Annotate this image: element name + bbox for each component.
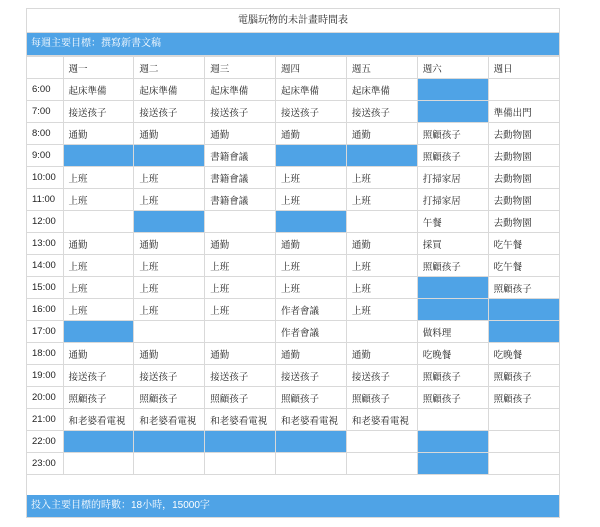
schedule-cell: 起床準備 xyxy=(63,79,134,101)
schedule-cell xyxy=(417,409,488,431)
schedule-cell xyxy=(134,321,205,343)
schedule-cell: 上班 xyxy=(276,277,347,299)
schedule-cell: 照顧孩子 xyxy=(488,277,559,299)
schedule-row xyxy=(27,167,559,189)
time-label: 15:00 xyxy=(27,277,63,299)
schedule-cell: 上班 xyxy=(134,167,205,189)
goal-time-slot xyxy=(417,277,488,299)
schedule-cell: 準備出門 xyxy=(488,101,559,123)
schedule-cell: 和老婆看電視 xyxy=(346,409,417,431)
schedule-cell: 通勤 xyxy=(276,233,347,255)
schedule-cell: 採買 xyxy=(417,233,488,255)
schedule-row xyxy=(27,277,559,299)
schedule-cell: 接送孩子 xyxy=(276,101,347,123)
schedule-cell: 通勤 xyxy=(134,343,205,365)
schedule-cell: 通勤 xyxy=(205,233,276,255)
time-label: 21:00 xyxy=(27,409,63,431)
schedule-cell: 上班 xyxy=(346,255,417,277)
schedule-row xyxy=(27,123,559,145)
schedule-cell xyxy=(134,453,205,475)
time-label: 13:00 xyxy=(27,233,63,255)
schedule-cell: 上班 xyxy=(134,189,205,211)
schedule-cell xyxy=(63,211,134,233)
schedule-cell xyxy=(488,453,559,475)
schedule-cell: 照顧孩子 xyxy=(417,255,488,277)
schedule-cell: 接送孩子 xyxy=(63,101,134,123)
schedule-cell: 午餐 xyxy=(417,211,488,233)
day-header: 週六 xyxy=(417,57,488,79)
time-label: 11:00 xyxy=(27,189,63,211)
goal-time-slot xyxy=(417,299,488,321)
schedule-row xyxy=(27,299,559,321)
schedule-cell: 照顧孩子 xyxy=(63,387,134,409)
schedule-cell: 照顧孩子 xyxy=(417,145,488,167)
schedule-cell: 接送孩子 xyxy=(346,365,417,387)
schedule-cell: 打掃家居 xyxy=(417,189,488,211)
day-header: 週三 xyxy=(205,57,276,79)
schedule-cell: 上班 xyxy=(134,277,205,299)
schedule-cell: 通勤 xyxy=(63,233,134,255)
schedule-cell: 通勤 xyxy=(346,123,417,145)
corner-cell xyxy=(27,57,63,79)
schedule-row xyxy=(27,453,559,475)
schedule-cell: 上班 xyxy=(346,299,417,321)
schedule-cell: 起床準備 xyxy=(134,79,205,101)
goal-time-slot xyxy=(63,431,134,453)
schedule-cell: 上班 xyxy=(63,299,134,321)
schedule-cell xyxy=(63,453,134,475)
goal-time-slot xyxy=(276,145,347,167)
schedule-cell: 和老婆看電視 xyxy=(63,409,134,431)
schedule-cell: 通勤 xyxy=(346,233,417,255)
schedule-cell: 上班 xyxy=(276,167,347,189)
schedule-row xyxy=(27,255,559,277)
schedule-cell: 接送孩子 xyxy=(276,365,347,387)
schedule-cell: 照顧孩子 xyxy=(488,387,559,409)
time-label: 16:00 xyxy=(27,299,63,321)
time-label: 8:00 xyxy=(27,123,63,145)
schedule-cell: 作者會議 xyxy=(276,321,347,343)
schedule-cell: 上班 xyxy=(346,189,417,211)
day-header-row xyxy=(27,57,559,79)
schedule-cell: 吃午餐 xyxy=(488,233,559,255)
schedule-cell: 做料理 xyxy=(417,321,488,343)
schedule-cell: 通勤 xyxy=(276,123,347,145)
schedule-cell: 和老婆看電視 xyxy=(276,409,347,431)
schedule-row xyxy=(27,233,559,255)
schedule-cell: 通勤 xyxy=(205,123,276,145)
schedule-cell: 上班 xyxy=(346,167,417,189)
time-label: 18:00 xyxy=(27,343,63,365)
schedule-cell: 起床準備 xyxy=(276,79,347,101)
schedule-cell xyxy=(346,431,417,453)
schedule-cell xyxy=(205,453,276,475)
schedule-row xyxy=(27,321,559,343)
schedule-row xyxy=(27,101,559,123)
schedule-cell: 照顧孩子 xyxy=(134,387,205,409)
schedule-cell: 上班 xyxy=(276,255,347,277)
schedule-cell: 上班 xyxy=(346,277,417,299)
schedule-cell xyxy=(488,431,559,453)
schedule-cell: 吃午餐 xyxy=(488,255,559,277)
schedule-title: 電腦玩物的未計畫時間表 xyxy=(27,9,559,33)
schedule-cell: 上班 xyxy=(134,299,205,321)
schedule-frame xyxy=(26,8,560,518)
day-header: 週四 xyxy=(276,57,347,79)
goal-time-slot xyxy=(488,299,559,321)
schedule-cell: 照顧孩子 xyxy=(346,387,417,409)
schedule-cell: 去動物園 xyxy=(488,145,559,167)
goal-hours-summary: 投入主要目標的時數：18小時，15000字 xyxy=(27,495,559,517)
schedule-cell: 去動物園 xyxy=(488,189,559,211)
schedule-cell xyxy=(346,321,417,343)
time-label: 23:00 xyxy=(27,453,63,475)
schedule-cell: 接送孩子 xyxy=(346,101,417,123)
schedule-cell xyxy=(346,211,417,233)
schedule-row xyxy=(27,145,559,167)
time-label: 22:00 xyxy=(27,431,63,453)
schedule-cell: 作者會議 xyxy=(276,299,347,321)
time-label: 17:00 xyxy=(27,321,63,343)
schedule-cell: 書籍會議 xyxy=(205,145,276,167)
goal-time-slot xyxy=(346,145,417,167)
schedule-row xyxy=(27,409,559,431)
goal-time-slot xyxy=(417,431,488,453)
goal-time-slot xyxy=(488,321,559,343)
schedule-cell xyxy=(346,453,417,475)
day-header: 週二 xyxy=(134,57,205,79)
schedule-cell xyxy=(205,211,276,233)
goal-time-slot xyxy=(134,145,205,167)
goal-time-slot xyxy=(417,453,488,475)
schedule-cell: 起床準備 xyxy=(346,79,417,101)
time-label: 12:00 xyxy=(27,211,63,233)
time-label: 14:00 xyxy=(27,255,63,277)
schedule-cell: 照顧孩子 xyxy=(488,365,559,387)
goal-time-slot xyxy=(63,321,134,343)
schedule-cell: 上班 xyxy=(134,255,205,277)
schedule-cell: 照顧孩子 xyxy=(417,365,488,387)
schedule-cell: 打掃家居 xyxy=(417,167,488,189)
schedule-cell: 照顧孩子 xyxy=(276,387,347,409)
schedule-cell: 照顧孩子 xyxy=(417,387,488,409)
schedule-cell: 書籍會議 xyxy=(205,167,276,189)
weekly-goal-banner: 每週主要目標：撰寫新書文稿 xyxy=(27,33,559,56)
time-label: 9:00 xyxy=(27,145,63,167)
schedule-row xyxy=(27,387,559,409)
schedule-row xyxy=(27,189,559,211)
day-header: 週一 xyxy=(63,57,134,79)
schedule-cell: 上班 xyxy=(63,255,134,277)
schedule-body xyxy=(27,79,559,475)
schedule-cell: 照顧孩子 xyxy=(417,123,488,145)
schedule-cell: 去動物園 xyxy=(488,167,559,189)
schedule-cell: 上班 xyxy=(63,277,134,299)
goal-time-slot xyxy=(63,145,134,167)
schedule-cell: 接送孩子 xyxy=(63,365,134,387)
schedule-cell: 和老婆看電視 xyxy=(205,409,276,431)
schedule-cell: 去動物園 xyxy=(488,123,559,145)
schedule-cell xyxy=(488,79,559,101)
schedule-row xyxy=(27,343,559,365)
schedule-cell: 通勤 xyxy=(134,233,205,255)
schedule-cell: 接送孩子 xyxy=(205,365,276,387)
schedule-table xyxy=(27,56,559,475)
schedule-cell: 上班 xyxy=(63,189,134,211)
goal-time-slot xyxy=(417,79,488,101)
goal-time-slot xyxy=(134,211,205,233)
schedule-row xyxy=(27,211,559,233)
schedule-cell: 通勤 xyxy=(63,343,134,365)
goal-time-slot xyxy=(417,101,488,123)
schedule-cell: 接送孩子 xyxy=(205,101,276,123)
schedule-cell: 接送孩子 xyxy=(134,101,205,123)
schedule-cell: 通勤 xyxy=(346,343,417,365)
schedule-row xyxy=(27,365,559,387)
goal-time-slot xyxy=(276,211,347,233)
schedule-cell xyxy=(488,409,559,431)
time-label: 6:00 xyxy=(27,79,63,101)
time-label: 7:00 xyxy=(27,101,63,123)
goal-time-slot xyxy=(134,431,205,453)
time-label: 20:00 xyxy=(27,387,63,409)
schedule-cell: 上班 xyxy=(205,277,276,299)
schedule-cell: 上班 xyxy=(205,255,276,277)
schedule-cell: 吃晚餐 xyxy=(417,343,488,365)
schedule-cell: 照顧孩子 xyxy=(205,387,276,409)
schedule-cell: 接送孩子 xyxy=(134,365,205,387)
goal-time-slot xyxy=(205,431,276,453)
goal-time-slot xyxy=(276,431,347,453)
schedule-cell: 通勤 xyxy=(276,343,347,365)
time-label: 10:00 xyxy=(27,167,63,189)
schedule-cell: 起床準備 xyxy=(205,79,276,101)
schedule-cell: 通勤 xyxy=(205,343,276,365)
schedule-cell: 去動物園 xyxy=(488,211,559,233)
schedule-cell xyxy=(205,321,276,343)
schedule-cell: 通勤 xyxy=(134,123,205,145)
schedule-cell: 上班 xyxy=(205,299,276,321)
schedule-cell: 通勤 xyxy=(63,123,134,145)
schedule-cell: 和老婆看電視 xyxy=(134,409,205,431)
schedule-cell: 書籍會議 xyxy=(205,189,276,211)
schedule-row xyxy=(27,431,559,453)
schedule-cell: 上班 xyxy=(276,189,347,211)
schedule-cell: 吃晚餐 xyxy=(488,343,559,365)
schedule-cell: 上班 xyxy=(63,167,134,189)
day-header: 週日 xyxy=(488,57,559,79)
day-header: 週五 xyxy=(346,57,417,79)
time-label: 19:00 xyxy=(27,365,63,387)
schedule-row xyxy=(27,79,559,101)
schedule-cell xyxy=(276,453,347,475)
